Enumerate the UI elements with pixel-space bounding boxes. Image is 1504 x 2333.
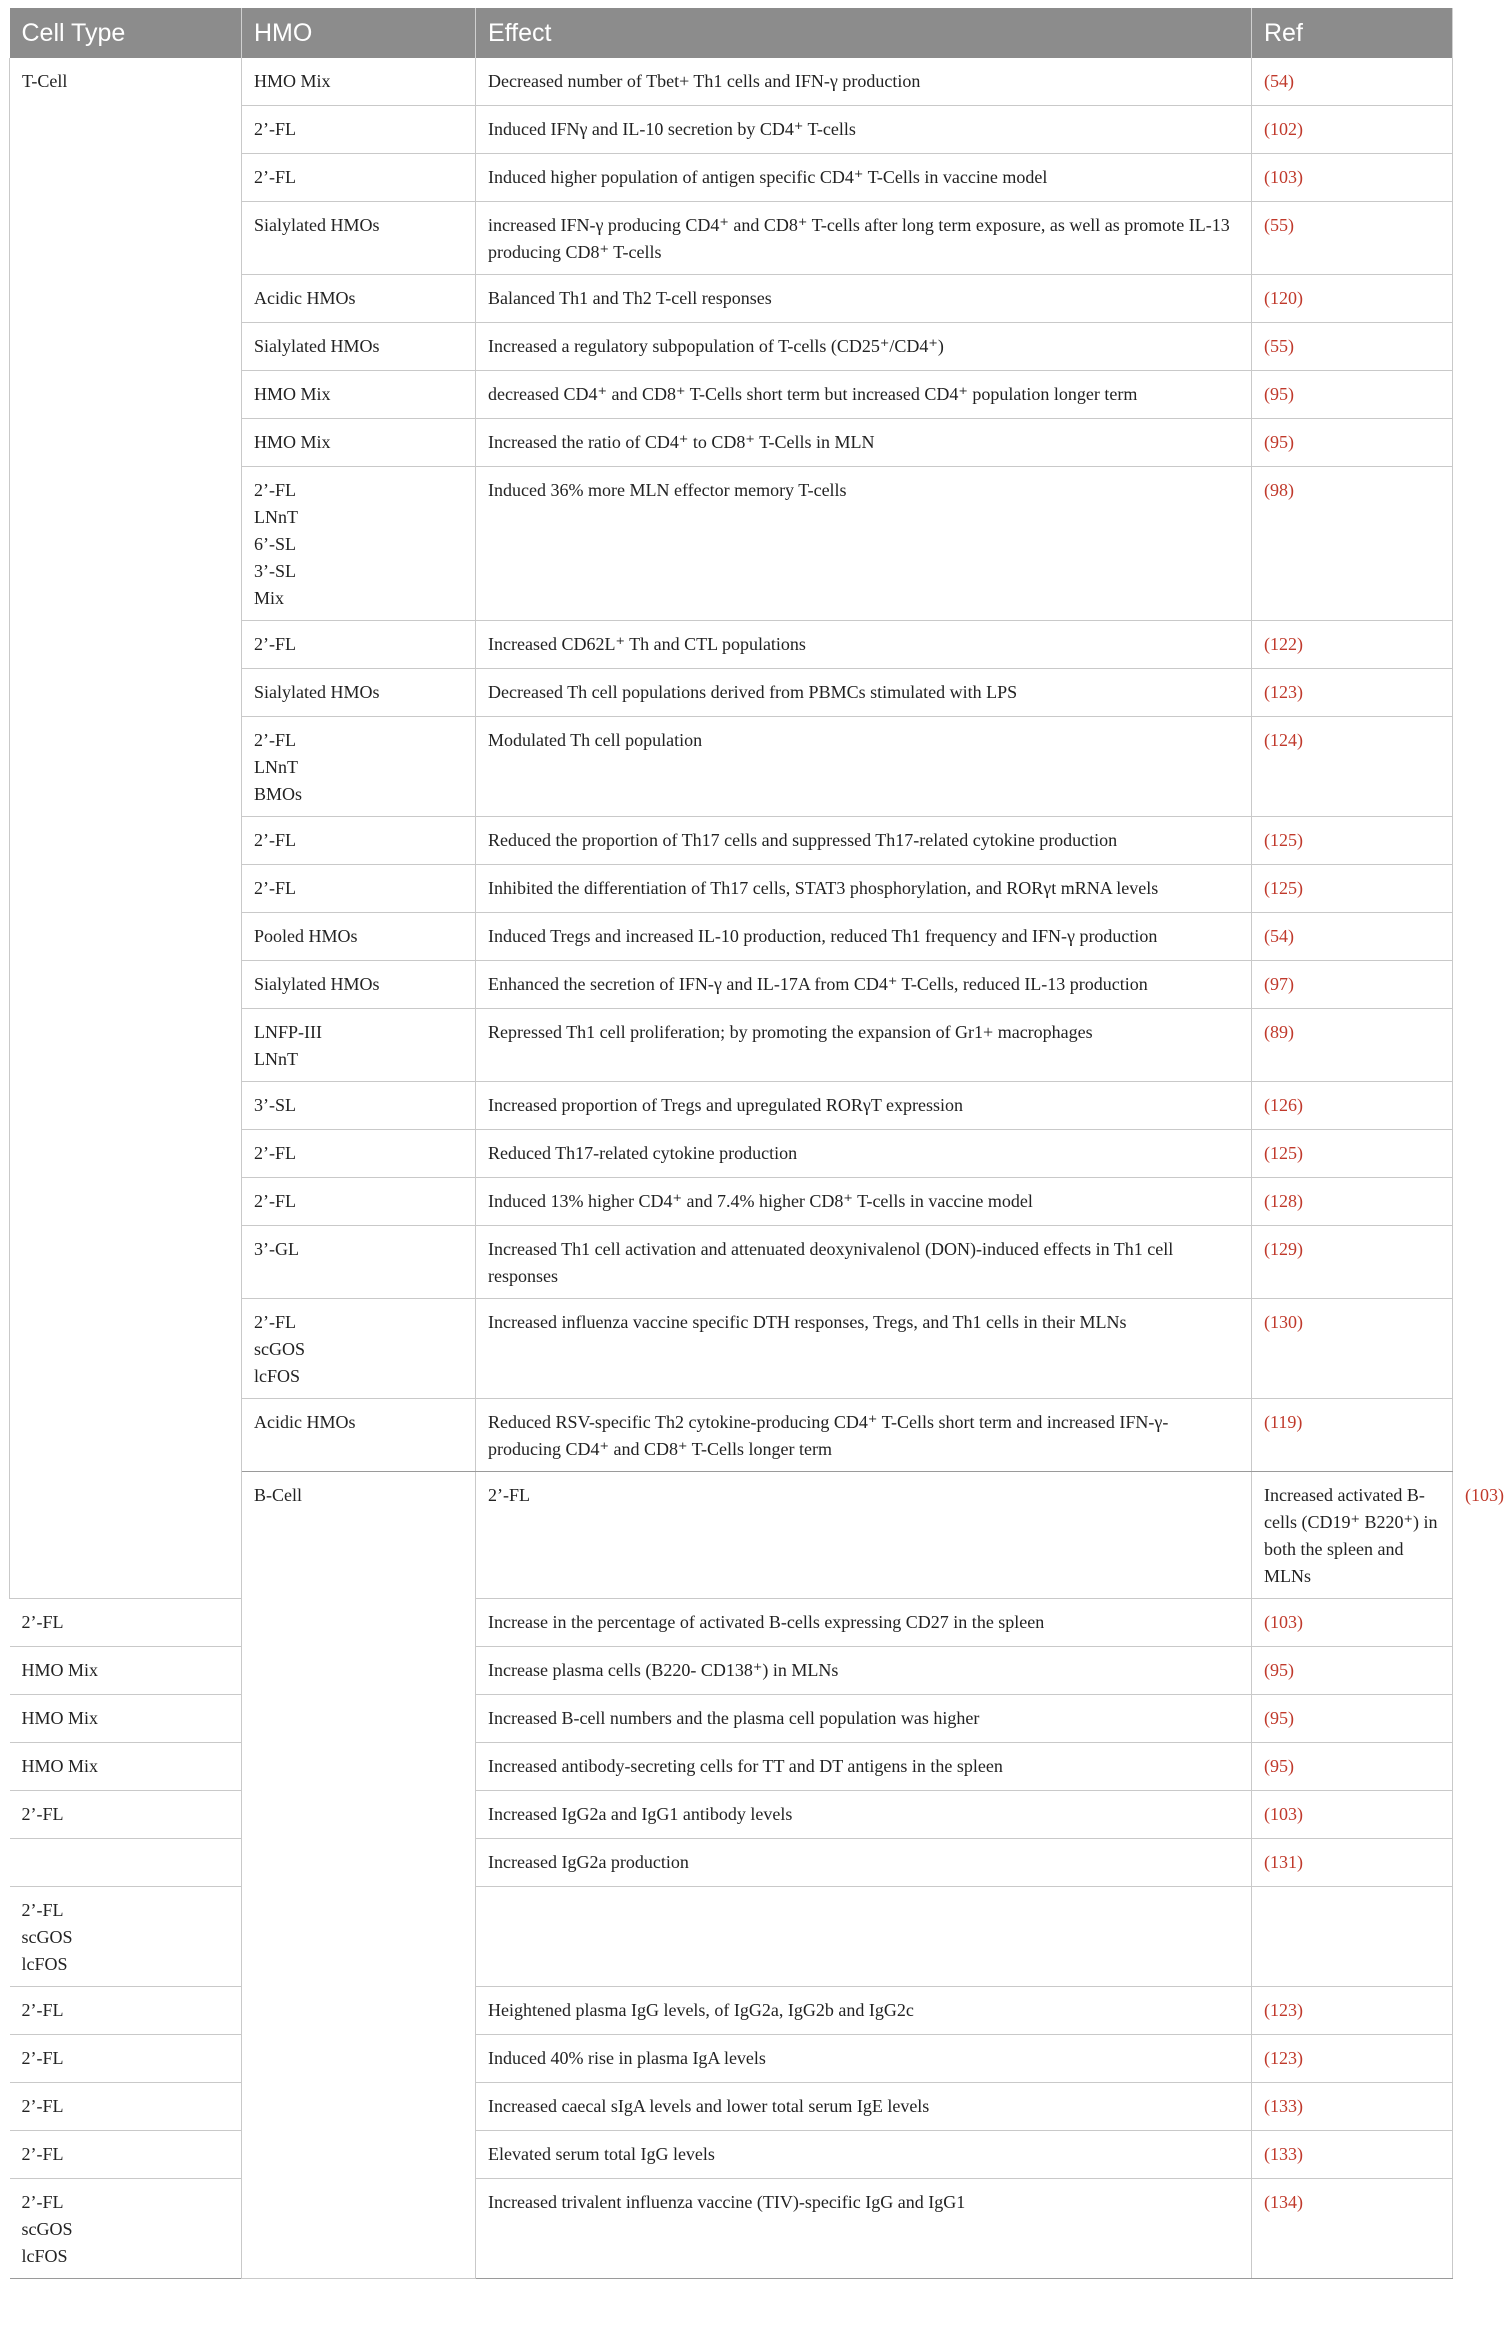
hmo-name: 6’-SL (254, 534, 296, 554)
effect-cell: Induced 36% more MLN effector memory T-cells (476, 467, 1252, 621)
hmo-cell (242, 1226, 476, 1299)
hmo-name: HMO Mix (254, 71, 331, 91)
ref-link[interactable]: (134) (1252, 2179, 1453, 2279)
effect-cell: Heightened plasma IgG levels, of IgG2a, IgG2b and IgG2c (476, 1987, 1252, 2035)
hmo-name: HMO Mix (21, 1756, 99, 1776)
hmo-cell (242, 58, 476, 106)
effect-cell: Inhibited the differentiation of Th17 cells, STAT3 phosphorylation, and RORγt mRNA levels (476, 865, 1252, 913)
effect-cell: Induced higher population of antigen specific CD4⁺ T-Cells in vaccine model (476, 154, 1252, 202)
hmo-name: LNnT (254, 1049, 298, 1069)
hmo-name: 2’-FL (21, 2192, 64, 2212)
hmo-name: HMO Mix (21, 1660, 99, 1680)
effect-cell: Balanced Th1 and Th2 T-cell responses (476, 275, 1252, 323)
hmo-cell (242, 371, 476, 419)
effect-cell: Increase plasma cells (B220- CD138⁺) in MLNs (476, 1647, 1252, 1695)
hmo-name: 2’-FL (254, 730, 296, 750)
hmo-cell (10, 1647, 242, 1695)
hmo-cell (242, 1009, 476, 1082)
hmo-name: scGOS (254, 1339, 306, 1359)
hmo-name: Acidic HMOs (254, 1412, 356, 1432)
hmo-name: 2’-FL (21, 1900, 64, 1920)
ref-link[interactable]: (95) (1252, 1647, 1453, 1695)
table-body (10, 58, 1504, 2279)
effect-cell: Increased a regulatory subpopulation of T-cells (CD25⁺/CD4⁺) (476, 323, 1252, 371)
effect-cell: Modulated Th cell population (476, 717, 1252, 817)
effect-cell: Increased influenza vaccine specific DTH responses, Tregs, and Th1 cells in their MLNs (476, 1299, 1252, 1399)
effect-cell: Increase in the percentage of activated B-cells expressing CD27 in the spleen (476, 1599, 1252, 1647)
ref-link[interactable]: (129) (1252, 1226, 1453, 1299)
hmo-name: Sialylated HMOs (254, 336, 380, 356)
ref-link[interactable]: (123) (1252, 2035, 1453, 2083)
effect-cell: decreased CD4⁺ and CD8⁺ T-Cells short term but increased CD4⁺ population longer term (476, 371, 1252, 419)
hmo-cell (10, 1599, 242, 1647)
effect-cell: Decreased number of Tbet+ Th1 cells and IFN-γ production (476, 58, 1252, 106)
effect-cell: Decreased Th cell populations derived from PBMCs stimulated with LPS (476, 669, 1252, 717)
table-row (10, 2083, 1453, 2131)
hmo-cell (242, 1082, 476, 1130)
hmo-cell (242, 154, 476, 202)
hmo-name: 2’-FL (254, 634, 296, 654)
header-hmo: HMO (242, 8, 476, 58)
effect-cell: Increased trivalent influenza vaccine (TIV)-specific IgG and IgG1 (476, 2179, 1252, 2279)
effect-cell: Increased activated B-cells (CD19⁺ B220⁺) in both the spleen and MLNs (1252, 1472, 1453, 1599)
header-row (10, 8, 1453, 58)
effect-cell: Elevated serum total IgG levels (476, 2131, 1252, 2179)
hmo-name: lcFOS (21, 2246, 68, 2266)
effect-cell: Induced Tregs and increased IL-10 production, reduced Th1 frequency and IFN-γ production (476, 913, 1252, 961)
hmo-cell (10, 1743, 242, 1791)
hmo-name: LNFP-III (254, 1022, 322, 1042)
hmo-cell (242, 865, 476, 913)
hmo-name: Sialylated HMOs (254, 974, 380, 994)
ref-link[interactable]: (95) (1252, 371, 1453, 419)
table-row (10, 1599, 1453, 1647)
effect-cell: Increased the ratio of CD4⁺ to CD8⁺ T-Cells in MLN (476, 419, 1252, 467)
effect-cell: Enhanced the secretion of IFN-γ and IL-17A from CD4⁺ T-Cells, reduced IL-13 production (476, 961, 1252, 1009)
hmo-name: 2’-FL (254, 1143, 296, 1163)
table-row (10, 1695, 1453, 1743)
ref-link[interactable]: (55) (1252, 202, 1453, 275)
table-row: B-Cell 2’-FL Increased activated B-cells (CD19⁺ B220⁺) in both the spleen and MLNs (103) (10, 1472, 1453, 1599)
hmo-name: 2’-FL (254, 830, 296, 850)
effect-cell: Increased B-cell numbers and the plasma cell population was higher (476, 1695, 1252, 1743)
hmo-name: 2’-FL (254, 167, 296, 187)
hmo-cell (476, 1472, 1252, 1599)
hmo-name: Acidic HMOs (254, 288, 356, 308)
hmo-cell (10, 1887, 242, 1987)
ref-link[interactable]: (54) (1252, 58, 1453, 106)
ref-link[interactable]: (128) (1252, 1178, 1453, 1226)
ref-link[interactable]: (133) (1252, 2083, 1453, 2131)
table-row (10, 2179, 1453, 2279)
hmo-name: lcFOS (254, 1366, 301, 1386)
ref-link[interactable]: (125) (1252, 817, 1453, 865)
table-row (10, 1987, 1453, 2035)
hmo-name: LNnT (254, 507, 298, 527)
cell-type-label: T-Cell (10, 58, 242, 1599)
hmo-name: 2’-FL (254, 1191, 296, 1211)
hmo-cell (10, 2035, 242, 2083)
effect-cell: Increased Th1 cell activation and attenuated deoxynivalenol (DON)-induced effects in Th1 cell responses (476, 1226, 1252, 1299)
hmo-name: 2’-FL (21, 2144, 64, 2164)
effect-cell: Increased IgG2a and IgG1 antibody levels (476, 1791, 1252, 1839)
ref-link[interactable]: (125) (1252, 865, 1453, 913)
hmo-name: HMO Mix (21, 1708, 99, 1728)
hmo-cell (242, 1299, 476, 1399)
effect-cell: Reduced Th17-related cytokine production (476, 1130, 1252, 1178)
hmo-name: Mix (254, 588, 285, 608)
hmo-name: 2’-FL (21, 1804, 64, 1824)
hmo-name: 3’-SL (254, 1095, 296, 1115)
hmo-name: HMO Mix (254, 384, 331, 404)
hmo-name: HMO Mix (254, 432, 331, 452)
effect-cell: Reduced the proportion of Th17 cells and suppressed Th17-related cytokine production (476, 817, 1252, 865)
ref-link[interactable]: (103) (1252, 1599, 1453, 1647)
header-ref: Ref (1252, 8, 1453, 58)
hmo-name: Pooled HMOs (254, 926, 358, 946)
effect-cell: Induced IFNγ and IL-10 secretion by CD4⁺ T-cells (476, 106, 1252, 154)
hmo-cell (242, 913, 476, 961)
hmo-name: 2’-FL (21, 2048, 64, 2068)
ref-link[interactable]: (55) (1252, 323, 1453, 371)
hmo-cell (242, 323, 476, 371)
hmo-cell (242, 1178, 476, 1226)
ref-link[interactable]: (122) (1252, 621, 1453, 669)
ref-link[interactable] (1252, 1887, 1453, 1987)
ref-link[interactable]: (119) (1252, 1399, 1453, 1472)
hmo-name: scGOS (21, 2219, 73, 2239)
hmo-name: 2’-FL (254, 878, 296, 898)
hmo-name: Sialylated HMOs (254, 215, 380, 235)
ref-link[interactable]: (125) (1252, 1130, 1453, 1178)
table-row (10, 1839, 1453, 1887)
hmo-name: 2’-FL (21, 2096, 64, 2116)
hmo-name: scGOS (21, 1927, 73, 1947)
ref-link[interactable]: (95) (1252, 1743, 1453, 1791)
ref-link[interactable]: (103) (1252, 154, 1453, 202)
effect-cell: Increased caecal sIgA levels and lower total serum IgE levels (476, 2083, 1252, 2131)
header-effect: Effect (476, 8, 1252, 58)
hmo-cell (10, 1695, 242, 1743)
ref-link[interactable]: (126) (1252, 1082, 1453, 1130)
hmo-cell (242, 419, 476, 467)
hmo-name: 2’-FL (254, 1312, 296, 1332)
hmo-cell (10, 2131, 242, 2179)
ref-link[interactable]: (124) (1252, 717, 1453, 817)
ref-link[interactable]: (95) (1252, 1695, 1453, 1743)
effect-cell: Increased IgG2a production (476, 1839, 1252, 1887)
hmo-name: 2’-FL (488, 1485, 530, 1505)
hmo-name: 3’-GL (254, 1239, 299, 1259)
hmo-cell (10, 1839, 242, 1887)
hmo-cell (242, 106, 476, 154)
ref-link[interactable]: (133) (1252, 2131, 1453, 2179)
hmo-name: lcFOS (21, 1954, 68, 1974)
table-row (10, 1791, 1453, 1839)
effect-cell: Reduced RSV-specific Th2 cytokine-producing CD4⁺ T-Cells short term and increased IFN-γ-producing CD4⁺ and CD8⁺ T-Cells longer term (476, 1399, 1252, 1472)
ref-link[interactable]: (130) (1252, 1299, 1453, 1399)
effect-cell (476, 1887, 1252, 1987)
hmo-name: 3’-SL (254, 561, 296, 581)
hmo-name: 2’-FL (254, 480, 296, 500)
effect-cell: Repressed Th1 cell proliferation; by promoting the expansion of Gr1+ macrophages (476, 1009, 1252, 1082)
hmo-name: 2’-FL (21, 1612, 64, 1632)
table-row (10, 1647, 1453, 1695)
ref-link[interactable]: (89) (1252, 1009, 1453, 1082)
table-row (10, 2035, 1453, 2083)
hmo-cell (10, 1791, 242, 1839)
hmo-cell (242, 1399, 476, 1472)
hmo-cell (242, 467, 476, 621)
ref-link[interactable]: (102) (1252, 106, 1453, 154)
hmo-cell (242, 275, 476, 323)
ref-link[interactable]: (97) (1252, 961, 1453, 1009)
ref-link[interactable]: (54) (1252, 913, 1453, 961)
effect-cell: Increased CD62L⁺ Th and CTL populations (476, 621, 1252, 669)
hmo-name: LNnT (254, 757, 298, 777)
effect-cell: Increased antibody-secreting cells for TT and DT antigens in the spleen (476, 1743, 1252, 1791)
hmo-cell (10, 2179, 242, 2279)
ref-link[interactable]: (95) (1252, 419, 1453, 467)
ref-link[interactable]: (131) (1252, 1839, 1453, 1887)
ref-link[interactable]: (120) (1252, 275, 1453, 323)
hmo-cell (242, 1130, 476, 1178)
hmo-cell (242, 961, 476, 1009)
hmo-name: BMOs (254, 784, 303, 804)
effect-cell: Induced 40% rise in plasma IgA levels (476, 2035, 1252, 2083)
ref-link[interactable]: (123) (1252, 669, 1453, 717)
hmo-cell (242, 817, 476, 865)
data-table (9, 8, 1504, 2279)
hmo-cell (242, 669, 476, 717)
hmo-cell (242, 621, 476, 669)
effect-cell: Increased proportion of Tregs and upregulated RORγT expression (476, 1082, 1252, 1130)
effect-cell: Induced 13% higher CD4⁺ and 7.4% higher CD8⁺ T-cells in vaccine model (476, 1178, 1252, 1226)
hmo-cell (10, 1987, 242, 2035)
ref-link[interactable]: (103) (1252, 1791, 1453, 1839)
table-row (10, 2131, 1453, 2179)
effect-cell: increased IFN-γ producing CD4⁺ and CD8⁺ T-cells after long term exposure, as well as promote IL-13 producing CD8⁺ T-cells (476, 202, 1252, 275)
hmo-name: Sialylated HMOs (254, 682, 380, 702)
cell-type-label: B-Cell (242, 1472, 476, 2279)
hmo-name: 2’-FL (254, 119, 296, 139)
hmo-cell (10, 2083, 242, 2131)
table-row (10, 1887, 1453, 1987)
header-cell-type: Cell Type (10, 8, 242, 58)
hmo-cell (242, 202, 476, 275)
ref-link[interactable]: (123) (1252, 1987, 1453, 2035)
hmo-name: 2’-FL (21, 2000, 64, 2020)
hmo-cell (242, 717, 476, 817)
table-row (10, 58, 1453, 106)
ref-link[interactable]: (98) (1252, 467, 1453, 621)
table-row (10, 1743, 1453, 1791)
